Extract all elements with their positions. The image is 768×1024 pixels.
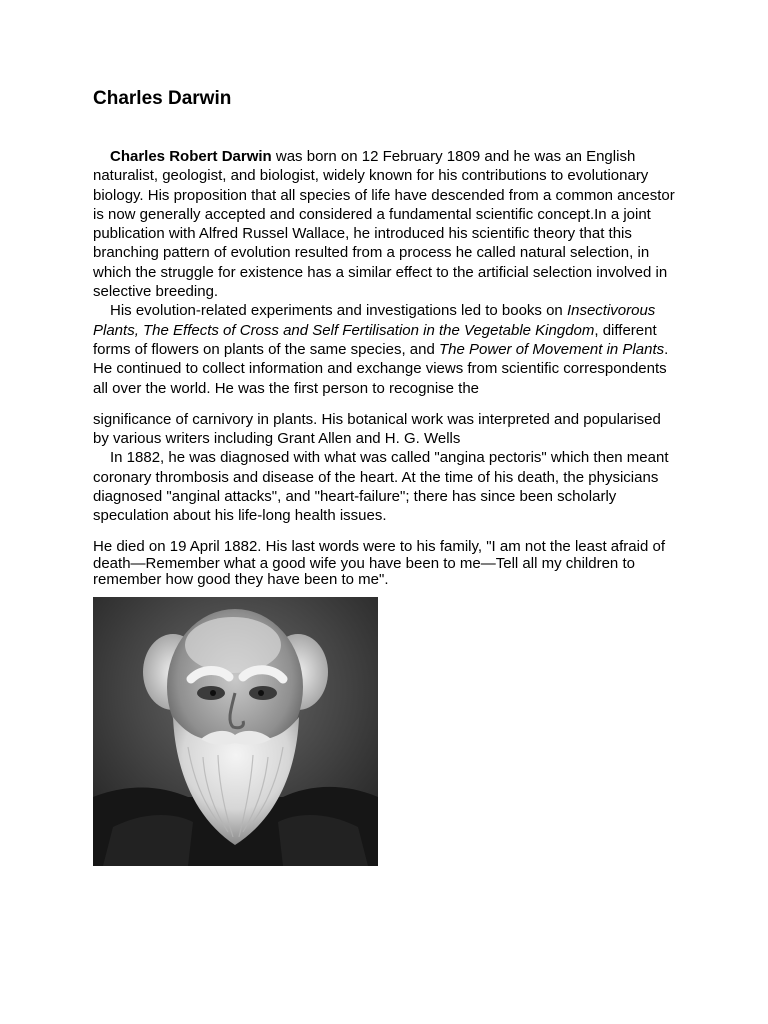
paragraph-botany-text-2: , different forms of flowers on plants of the same species, and: [93, 321, 657, 358]
paragraph-health: In 1882, he was diagnosed with what was called "angina pectoris" which then meant coronary thrombosis and disease of the heart. At the time of his death, the physicians diagnosed "anginal attacks", and "heart-failure"; there has since been scholarly speculation about his life-long health issues.: [93, 449, 669, 525]
book-title-2: The Power of Movement in Plants: [439, 340, 665, 358]
article-body: [93, 147, 678, 526]
paragraph-botany-text-3: . He continued to collect information and exchange views from scientific correspondents all over the world. He was the first person to recognise the: [93, 340, 669, 397]
paragraph-biography-text: was born on 12 February 1809 and he was an English naturalist, geologist, and biologist, widely known for his contributions to evolutionary biology. His proposition that all species of life have descended from a common ancestor is now generally accepted and considered a fundamental scientific concept.In a joint publication with Alfred Russel Wallace, he introduced his scientific theory that this branching pattern of evolution resulted from a process he called natural selection, in which the struggle for existence has a similar effect to the artificial selection involved in selective breeding.: [93, 148, 675, 301]
book-title-1: Insectivorous Plants, The Effects of Cross and Self Fertilisation in the Vegetable Kingdom: [93, 302, 656, 339]
paragraph-death: He died on 19 April 1882. His last words were to his family, "I am not the least afraid of death—Remember what a good wife you have been to me—Tell all my children to remember how good they have been to me".: [93, 538, 665, 589]
paragraph-botany: [93, 301, 678, 397]
subject-name: Charles Robert Darwin: [110, 148, 272, 165]
page-title: Charles Darwin: [93, 88, 232, 109]
portrait-photo: [93, 597, 378, 866]
paragraph-botany-text-1: His evolution-related experiments and investigations led to books on: [110, 302, 567, 320]
paragraph-biography: [93, 147, 678, 301]
portrait-illustration: [93, 597, 378, 866]
paragraph-botany-continued: significance of carnivory in plants. His botanical work was interpreted and popularised by various writers including Grant Allen and H. G. Wells: [93, 410, 661, 448]
